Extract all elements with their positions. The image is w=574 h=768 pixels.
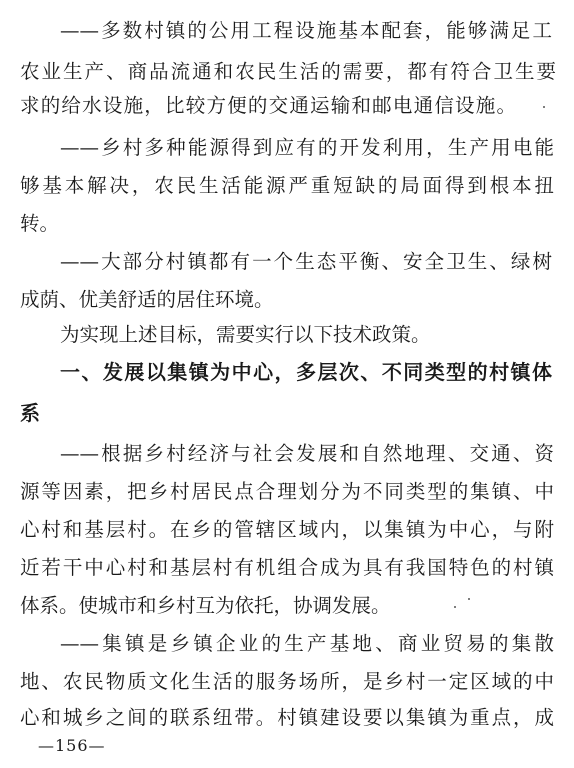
paragraph-line: 近若干中心村和基层村有机组合成为具有我国特色的村镇 (20, 556, 554, 579)
paragraph-line: ——根据乡村经济与社会发展和自然地理、交通、资 (60, 442, 554, 465)
page-number: —156— (38, 736, 106, 755)
paragraph-line: 求的给水设施，比较方便的交通运输和邮电通信设施。 (20, 94, 516, 117)
paragraph-line: ——多数村镇的公用工程设施基本配套，能够满足工 (60, 19, 552, 42)
scan-speck (454, 606, 456, 608)
paragraph-line: ——大部分村镇都有一个生态平衡、安全卫生、绿树 (60, 250, 552, 273)
section-heading: 一、发展以集镇为中心，多层次、不同类型的村镇体 (60, 360, 552, 384)
scan-speck (468, 598, 470, 600)
section-heading: 系 (20, 401, 40, 425)
paragraph-line: 源等因素，把乡村居民点合理划分为不同类型的集镇、中 (20, 480, 554, 503)
paragraph-line: ——集镇是乡镇企业的生产基地、商业贸易的集散 (60, 632, 554, 655)
paragraph-line: 心和城乡之间的联系纽带。村镇建设要以集镇为重点，成 (20, 706, 554, 729)
paragraph-line: 农业生产、商品流通和农民生活的需要，都有符合卫生要 (20, 60, 556, 83)
paragraph-line: 成荫、优美舒适的居住环境。 (20, 288, 274, 311)
paragraph-line: 为实现上述目标，需要实行以下技术政策。 (60, 323, 431, 346)
paragraph-line: 心村和基层村。在乡的管辖区域内，以集镇为中心，与附 (20, 518, 554, 541)
paragraph-line: 够基本解决，农民生活能源严重短缺的局面得到根本扭 (20, 174, 554, 197)
paragraph-line: 转。 (20, 212, 60, 235)
paragraph-line: 体系。使城市和乡村互为依托，协调发展。 (20, 594, 391, 617)
paragraph-line: ——乡村多种能源得到应有的开发利用，生产用电能 (60, 136, 554, 159)
paragraph-line: 地、农民物质文化生活的服务场所，是乡村一定区域的中 (20, 670, 554, 693)
scan-speck (543, 106, 545, 108)
